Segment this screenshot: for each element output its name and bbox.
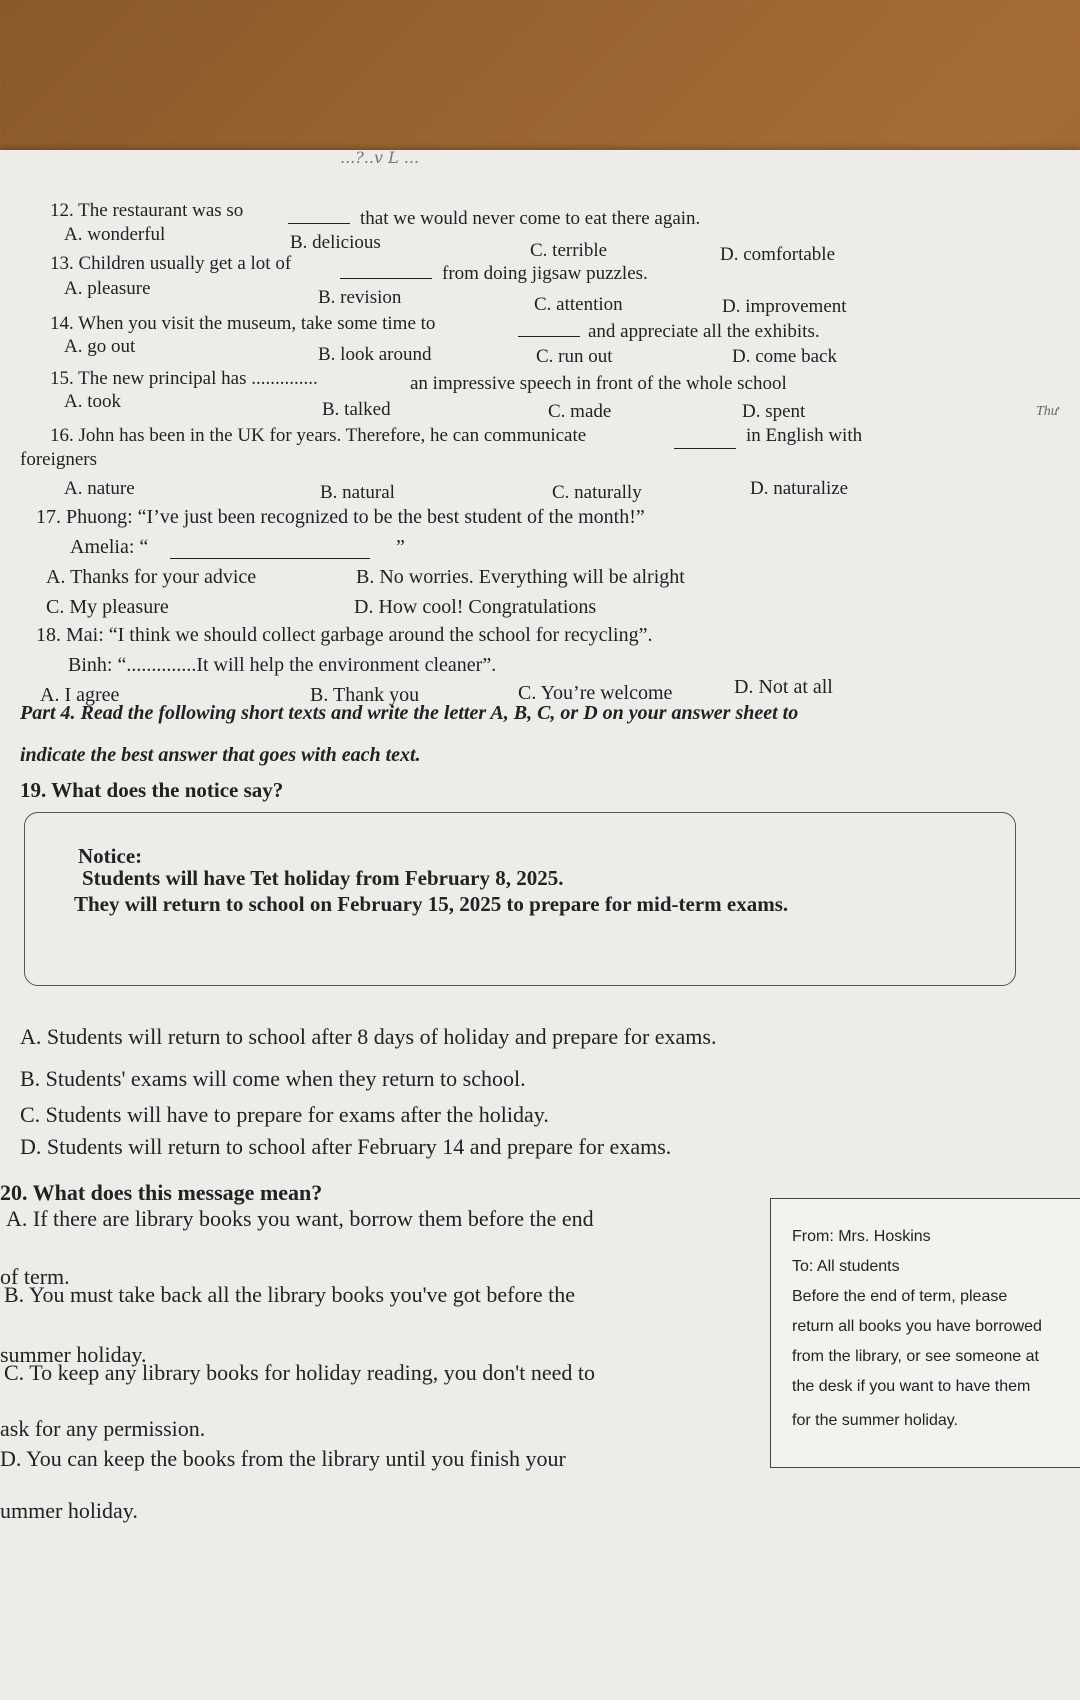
q19-stem: 19. What does the notice say? <box>20 778 284 802</box>
message-line3: from the library, or see someone at <box>792 1348 1039 1365</box>
q16-option-b: B. natural <box>320 482 395 503</box>
q16-blank <box>674 432 736 449</box>
q13-stem-a: 13. Children usually get a lot of <box>50 253 292 274</box>
q20-option-b-line2: summer holiday. <box>0 1342 147 1367</box>
q17-option-c: C. My pleasure <box>46 596 169 618</box>
q16-stem-b: in English with <box>746 425 863 446</box>
q13-stem-b: from doing jigsaw puzzles. <box>442 263 648 284</box>
q14-stem-a: 14. When you visit the museum, take some time to <box>50 313 436 334</box>
q17-option-b: B. No worries. Everything will be alright <box>356 566 685 588</box>
q16-option-c: C. naturally <box>552 482 642 503</box>
q12-option-b: B. delicious <box>290 232 381 253</box>
side-handwritten-note: Thư <box>1036 404 1059 419</box>
q16-option-d: D. naturalize <box>750 478 849 499</box>
q18-option-c: C. You’re welcome <box>518 682 673 704</box>
q20-stem: 20. What does this message mean? <box>0 1180 323 1205</box>
q15-option-c: C. made <box>548 401 612 422</box>
notice-line2: They will return to school on February 15, 2025 to prepare for mid-term exams. <box>74 892 789 916</box>
q20-option-b-line1: B. You must take back all the library books you've got before the <box>4 1282 575 1307</box>
q15-option-d: D. spent <box>742 401 806 422</box>
message-from: From: Mrs. Hoskins <box>792 1228 931 1245</box>
q18-line2: Binh: “..............It will help the environment cleaner”. <box>68 654 497 676</box>
q18-option-b: B. Thank you <box>310 684 420 706</box>
q14-option-d: D. come back <box>732 346 837 367</box>
handwritten-scribble: ...?..v L ... <box>340 148 420 167</box>
q12-blank <box>288 207 350 224</box>
q12-stem-a: 12. The restaurant was so <box>50 200 244 221</box>
q18-line1: 18. Mai: “I think we should collect garbage around the school for recycling”. <box>36 624 653 646</box>
q14-option-a: A. go out <box>64 336 136 357</box>
q12-option-c: C. terrible <box>530 240 608 261</box>
q13-option-a: A. pleasure <box>64 278 151 299</box>
q20-option-d-line1: D. You can keep the books from the library until you finish your <box>0 1446 566 1471</box>
q17-option-d: D. How cool! Congratulations <box>354 596 597 618</box>
q15-option-b: B. talked <box>322 399 391 420</box>
q13-option-c: C. attention <box>534 294 623 315</box>
q14-option-c: C. run out <box>536 346 613 367</box>
message-to: To: All students <box>792 1258 900 1275</box>
q20-option-a-line2: of term. <box>0 1264 70 1289</box>
q15-option-a: A. took <box>64 391 121 412</box>
notice-title: Notice: <box>78 844 143 868</box>
q12-option-d: D. comfortable <box>720 244 836 265</box>
part4-instruction-line2: indicate the best answer that goes with each text. <box>20 744 421 766</box>
q20-option-d-line2: ummer holiday. <box>0 1498 138 1523</box>
q17-blank <box>170 542 370 559</box>
part4-instruction-line1: Part 4. Read the following short texts and write the letter A, B, C, or D on your answer sheet to <box>20 702 799 724</box>
q13-option-d: D. improvement <box>722 296 847 317</box>
message-line2: return all books you have borrowed <box>792 1318 1042 1335</box>
notice-line1: Students will have Tet holiday from February 8, 2025. <box>82 866 564 890</box>
q14-option-b: B. look around <box>318 344 432 365</box>
q16-stem-a: 16. John has been in the UK for years. Therefore, he can communicate <box>50 425 587 446</box>
q20-option-c-line1: C. To keep any library books for holiday reading, you don't need to <box>4 1360 596 1385</box>
q19-option-a: A. Students will return to school after 8 days of holiday and prepare for exams. <box>20 1024 717 1049</box>
q20-option-a-line1: A. If there are library books you want, borrow them before the end <box>6 1206 594 1231</box>
q13-blank <box>340 262 432 279</box>
q16-option-a: A. nature <box>64 478 135 499</box>
message-line4: the desk if you want to have them <box>792 1378 1031 1395</box>
q19-option-c: C. Students will have to prepare for exams after the holiday. <box>20 1102 549 1127</box>
q12-option-a: A. wonderful <box>64 224 166 245</box>
q19-option-b: B. Students' exams will come when they return to school. <box>20 1066 526 1091</box>
q16-stem-c: foreigners <box>20 449 98 470</box>
q17-line2-b: ” <box>396 536 405 558</box>
q18-option-d: D. Not at all <box>734 676 833 698</box>
q17-line1: 17. Phuong: “I’ve just been recognized to be the best student of the month!” <box>36 506 645 528</box>
q17-line2-a: Amelia: “ <box>70 536 149 558</box>
q14-blank <box>518 320 580 337</box>
q17-option-a: A. Thanks for your advice <box>46 566 257 588</box>
q13-option-b: B. revision <box>318 287 402 308</box>
message-line1: Before the end of term, please <box>792 1288 1008 1305</box>
q19-option-d: D. Students will return to school after February 14 and prepare for exams. <box>20 1134 672 1159</box>
q14-stem-b: and appreciate all the exhibits. <box>588 321 820 342</box>
q15-stem-a: 15. The new principal has .............. <box>50 368 318 389</box>
q12-stem-b: that we would never come to eat there again. <box>360 208 701 229</box>
message-line5: for the summer holiday. <box>792 1412 958 1429</box>
q18-option-a: A. I agree <box>40 684 120 706</box>
q15-stem-b: an impressive speech in front of the whole school <box>410 373 787 394</box>
q20-option-c-line2: ask for any permission. <box>0 1416 206 1441</box>
